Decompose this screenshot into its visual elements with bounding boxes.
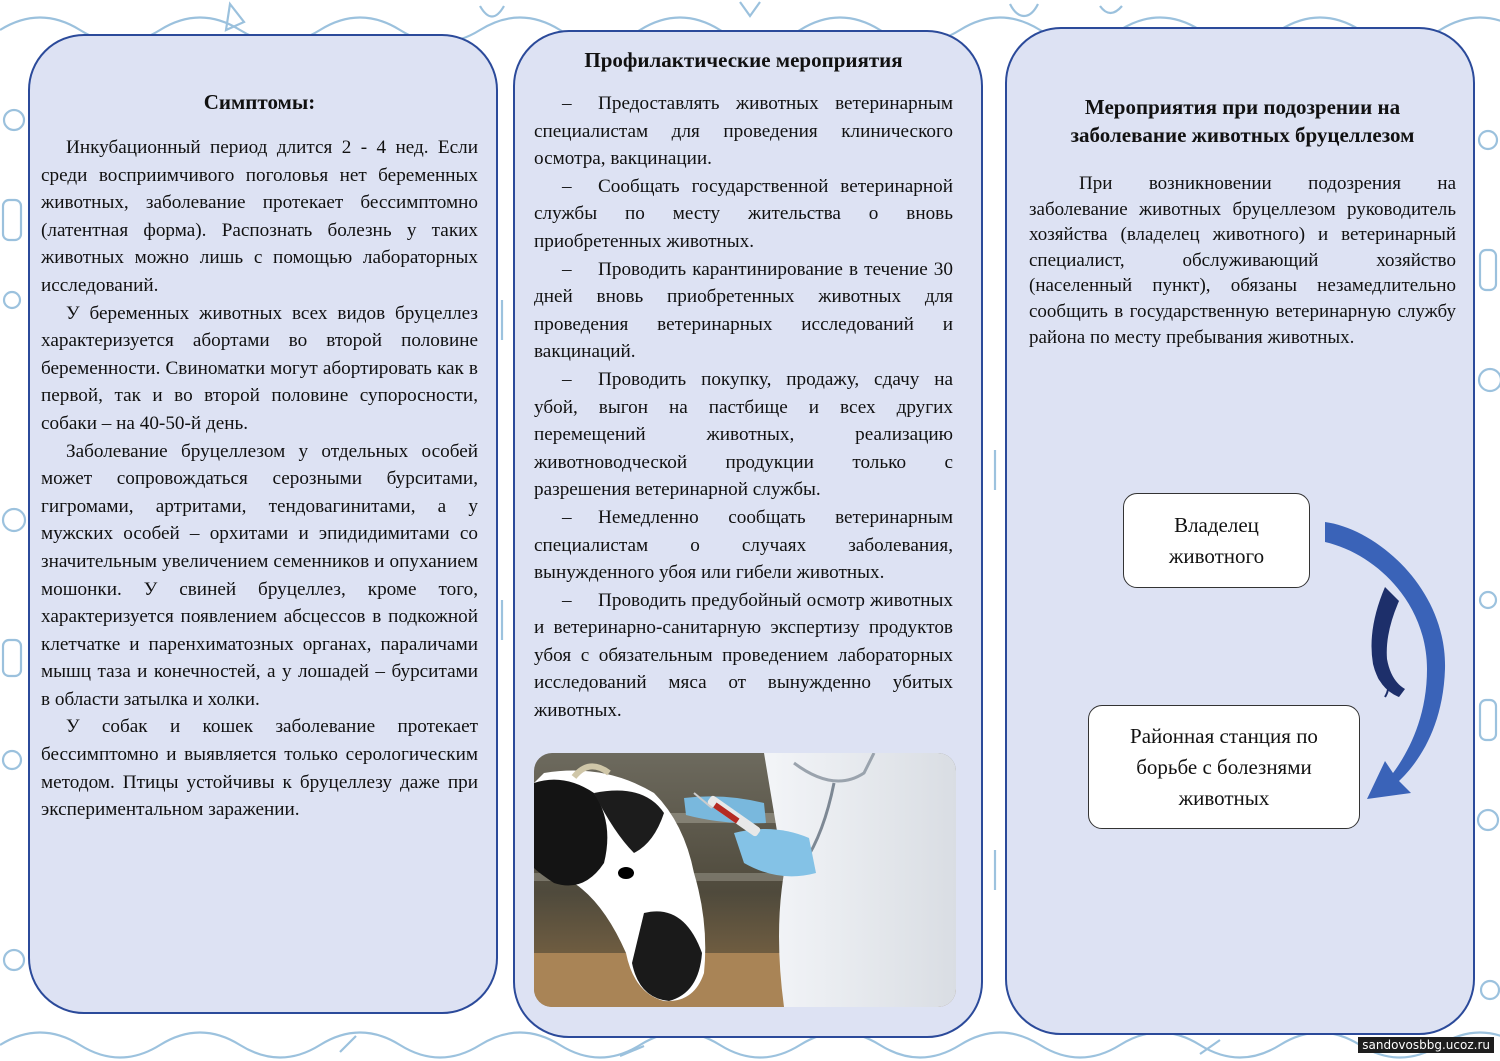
flow-box-owner: Владелец животного	[1123, 493, 1310, 588]
dash-bullet: –	[562, 506, 572, 528]
symptoms-paragraph: Заболевание бруцеллезом у отдельных особей может сопровождаться серозными бурситами, гигромами, артритами, тендовагинитами, а у мужских особей – орхитами и эпидидимитами со значительным увеличением семенников и опуханием мошонки. У свиней бруцеллез, кроме того, характеризуется появлением абсцессов в подкожной клетчатке и паренхиматозных органах, параличами мышц таза и конечностей, а у лошадей – бурситами в области затылка и холки.	[41, 440, 478, 710]
prevention-item: – Немедленно сообщать ветеринарным специалистам о случаях заболевания, вынужденного убоя или гибели животных.	[534, 504, 953, 587]
website-watermark: sandovosbbg.ucoz.ru	[1358, 1037, 1494, 1053]
symptoms-paragraph: Инкубационный период длится 2 - 4 нед. Если среди восприимчивого поголовья нет беременных животных, заболевание протекает бессимптомно (латентная форма). Распознать болезнь у таких животных можно лишь с помощью лабораторных исследований.	[41, 137, 478, 296]
prevention-item: – Проводить предубойный осмотр животных и ветеринарно-санитарную экспертизу продуктов убоя с обязательным проведением лабораторных исследований мяса от вынужденно убитых животных.	[534, 587, 953, 725]
symptoms-paragraph: У собак и кошек заболевание протекает бессимптомно и выявляется только серологическим методом. Птицы устойчивы к бруцеллезу даже при экспериментальном заражении.	[41, 716, 478, 821]
prevention-item: – Предоставлять животных ветеринарным специалистам для проведения клинического осмотра, вакцинации.	[534, 90, 953, 173]
prevention-item: – Проводить карантинирование в течение 30 дней вновь приобретенных животных для проведения ветеринарных исследований и вакцинаций.	[534, 256, 953, 366]
suspicion-measures-panel	[1005, 27, 1475, 1035]
dash-bullet: –	[562, 175, 572, 197]
dash-bullet: –	[562, 258, 572, 280]
prevention-item: – Сообщать государственной ветеринарной службы по месту жительства о вновь приобретенных животных.	[534, 173, 953, 256]
prevention-item: – Проводить покупку, продажу, сдачу на убой, выгон на пастбище и всех других перемещений животных, реализацию животноводческой продукции только с разрешения ветеринарной службы.	[534, 366, 953, 504]
prevention-title: Профилактические мероприятия	[584, 48, 903, 72]
dash-bullet: –	[562, 589, 572, 611]
prevention-panel	[513, 30, 983, 1038]
dash-bullet: –	[562, 368, 572, 390]
dash-bullet: –	[562, 93, 572, 114]
symptoms-paragraph: У беременных животных всех видов бруцеллез характеризуется абортами во второй половине беременности. Свиноматки могут абортировать как в первой, так и во второй половине супоросности, собаки – на 40-50-й день.	[41, 302, 478, 434]
vet-vaccinating-cow-photo	[534, 753, 956, 1007]
symptoms-title: Симптомы:	[203, 90, 316, 114]
symptoms-panel	[28, 34, 498, 1014]
flow-box-district-station: Районная станция по борьбе с болезнями животных	[1088, 705, 1360, 829]
suspicion-measures-paragraph: При возникновении подозрения на заболевание животных бруцеллезом руководитель хозяйства (владелец животного) и ветеринарный специалист, обслуживающий хозяйство (населенный пункт), обязаны незамедлительно сообщить в государственную ветеринарную службу района по месту пребывания животных.	[1029, 173, 1456, 348]
suspicion-measures-title: Мероприятия при подозрении на заболевание животных бруцеллезом	[1070, 95, 1415, 147]
telephone-handset-icon	[1372, 587, 1406, 697]
